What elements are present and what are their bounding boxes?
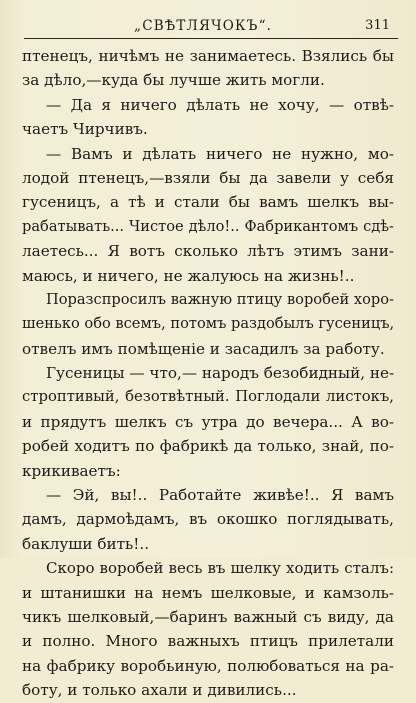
text-line: и прядутъ шелкъ съ утра до вечера... А во- (22, 412, 394, 431)
text-line: лаетесь... Я вотъ сколько лѣтъ этимъ зани- (22, 242, 394, 261)
text-line: боту, и только ахали и дивились... (22, 681, 297, 700)
text-line: баклуши бить!.. (22, 534, 150, 553)
text-line: гусеницъ, а тѣ и стали бы вамъ шелкъ вы- (22, 193, 394, 212)
text-line: дамъ, дармоѣдамъ, въ окошко поглядывать, (22, 510, 394, 529)
text-line: — Да я ничего дѣлать не хочу, — отвѣ- (46, 95, 394, 114)
text-line: маюсь, и ничего, не жалуюсь на жизнь!.. (22, 266, 355, 285)
text-line: Гусеницы — что,— народъ безобидный, не- (46, 364, 394, 383)
body-text (22, 44, 394, 703)
text-line: и полно. Много важныхъ птицъ прилетали (22, 632, 394, 651)
text-line: Скоро воробей весь въ шелку ходить сталъ: (46, 559, 394, 578)
text-line: шенько обо всемъ, потомъ раздобылъ гусеницъ, (22, 315, 394, 333)
text-line: — Эй, вы!.. Работайте живѣе!.. Я вамъ (46, 486, 394, 505)
text-line: за дѣло,—куда бы лучше жить могли. (22, 71, 325, 90)
page-header (24, 8, 398, 39)
text-line: строптивый, безотвѣтный. Поглодали листокъ, (22, 388, 394, 406)
text-line: Поразспросилъ важную птицу воробей хоро- (46, 290, 394, 308)
text-line: лодой птенецъ,—взяли бы да завели у себя (22, 168, 394, 187)
running-title: „СВѢТЛЯЧОКЪ“. (134, 18, 273, 34)
page-number: 311 (365, 18, 390, 33)
text-line: робей ходитъ по фабрикѣ да только, знай, по- (22, 437, 394, 456)
text-line: чаетъ Чирчивъ. (22, 120, 148, 139)
text-line: рабатывать... Чистое дѣло!.. Фабрикантомъ сдѣ- (22, 217, 394, 235)
text-line: чикъ шелковый,—баринъ важный съ виду, да (22, 607, 394, 626)
text-line: птенецъ, ничѣмъ не занимаетесь. Взялись бы (22, 47, 394, 65)
text-line: на фабрику воробьиную, полюбоваться на ра- (22, 656, 394, 675)
text-line: и штанишки на немъ шелковые, и камзоль- (22, 583, 394, 602)
text-line: отвелъ имъ помѣщеніе и засадилъ за работу. (22, 339, 385, 358)
text-line: — Вамъ и дѣлать ничего не нужно, мо- (46, 144, 394, 163)
text-line: крикиваетъ: (22, 461, 121, 480)
